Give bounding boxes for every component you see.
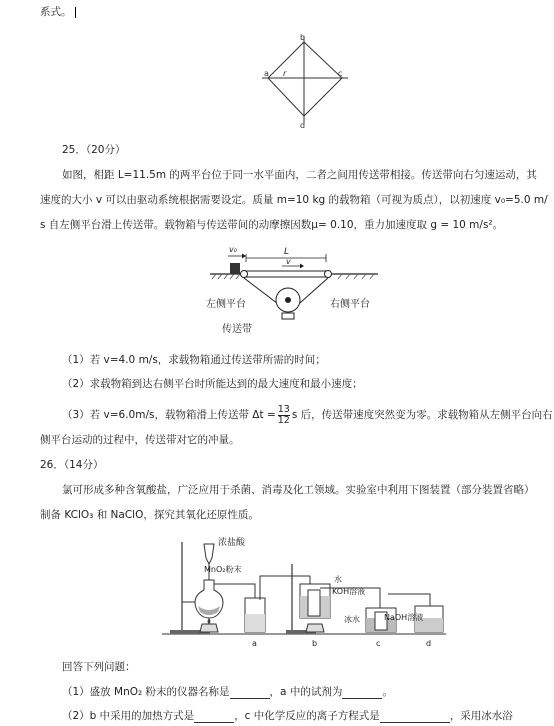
q25-sub-3-part-b: s 后，传送带速度突然变为零。求载物箱从左侧平台向右	[291, 409, 553, 421]
label-d: d	[300, 121, 306, 130]
q25-paragraph-2: 速度的大小 v 可以由驱动系统根据需要设定。质量 m=10 kg 的载物箱（可视为质点），以初速度 v₀=5.0 m/	[40, 194, 548, 206]
belt-label: 传送带	[222, 324, 252, 335]
left-roller	[241, 271, 248, 278]
q26-answer-intro: 回答下列问题：	[62, 661, 136, 673]
right-platform-label: 右侧平台	[330, 299, 370, 310]
label-b: b	[300, 33, 306, 42]
top-text-line	[40, 5, 76, 19]
label-c: c	[338, 69, 343, 78]
q25-sub-3-continued: 侧平台运动的过程中，传送带对它的冲量。	[40, 434, 240, 446]
rhombus-field-diagram	[252, 28, 356, 132]
label-naoh: NaOH溶液	[384, 613, 424, 622]
q26-sub-1-part-c: 。	[382, 686, 393, 698]
label-r: r	[283, 69, 287, 78]
text-cursor	[75, 7, 76, 18]
conveyor-belt-diagram	[200, 238, 390, 338]
q26-sub-2-part-c: ，采用冰水浴	[449, 710, 513, 722]
label-a-vessel: a	[252, 639, 257, 648]
right-roller	[325, 271, 332, 278]
label-L: L	[284, 247, 290, 257]
q25-paragraph-1: 如图，相距 L=11.5m 的两平台位于同一水平面内，二者之间用传送带相接。传送带向右匀速运动，其	[62, 169, 537, 181]
answer-blank-2[interactable]	[342, 687, 382, 699]
dt-fraction	[278, 405, 290, 426]
cargo-box	[230, 263, 240, 274]
q26-sub-1-part-a: （1）盛放 MnO₂ 粉末的仪器名称是	[62, 686, 230, 698]
q26-sub-2-part-b: ，c 中化学反应的离子方程式是	[234, 710, 380, 722]
q26-header: 26．（14分）	[40, 459, 104, 471]
label-v0: v₀	[229, 245, 237, 254]
q25-header: 25．（20分）	[62, 144, 126, 156]
q26-sub-2	[62, 709, 513, 723]
q26-sub-2-part-a: （2）b 中采用的加热方式是	[62, 710, 195, 722]
q26-sub-1	[62, 685, 393, 699]
label-v: v	[286, 257, 291, 266]
fraction-denominator: 12	[277, 414, 290, 426]
answer-blank-3[interactable]	[194, 711, 234, 723]
q26-paragraph-1: 氯可形成多种含氧酸盐，广泛应用于杀菌、消毒及化工领域。实验室中利用下图装置（部分装置省略）	[62, 484, 535, 496]
q26-sub-1-part-b: ，a 中的试剂为	[269, 686, 343, 698]
left-platform-label: 左侧平台	[206, 299, 246, 310]
q26-paragraph-2: 制备 KClO₃ 和 NaClO，探究其氧化还原性质。	[40, 509, 259, 521]
q25-sub-3	[62, 402, 553, 428]
q25-sub-3-part-a: （3）若 v=6.0m/s，载物箱滑上传送带 Δt =	[62, 409, 276, 421]
label-b-vessel: b	[312, 639, 318, 648]
label-hcl: 浓盐酸	[218, 538, 246, 548]
label-a: a	[264, 69, 269, 78]
label-c-vessel: c	[376, 639, 381, 648]
q25-sub-2: （2）求载物箱到达右侧平台时所能达到的最大速度和最小速度；	[62, 378, 363, 390]
lab-apparatus-diagram	[160, 534, 450, 650]
top-text: 系式。	[40, 6, 72, 18]
label-d-vessel: d	[426, 639, 432, 648]
label-ice-water: 冰水	[344, 615, 360, 624]
q25-sub-1: （1）若 v=4.0 m/s，求载物箱通过传送带所需的时间；	[62, 354, 326, 366]
answer-blank-4[interactable]	[380, 711, 450, 723]
fraction-numerator: 13	[277, 403, 290, 415]
label-water: 水	[334, 575, 342, 584]
answer-blank-1[interactable]	[230, 687, 270, 699]
q25-paragraph-3: s 自左侧平台滑上传送带。载物箱与传送带间的动摩擦因数μ= 0.10，重力加速度取 g = 10 m/s²。	[40, 219, 504, 231]
rhombus-shape	[268, 42, 342, 116]
label-koh: KOH溶液	[332, 587, 366, 596]
label-mno2: MnO₂粉末	[204, 565, 242, 574]
